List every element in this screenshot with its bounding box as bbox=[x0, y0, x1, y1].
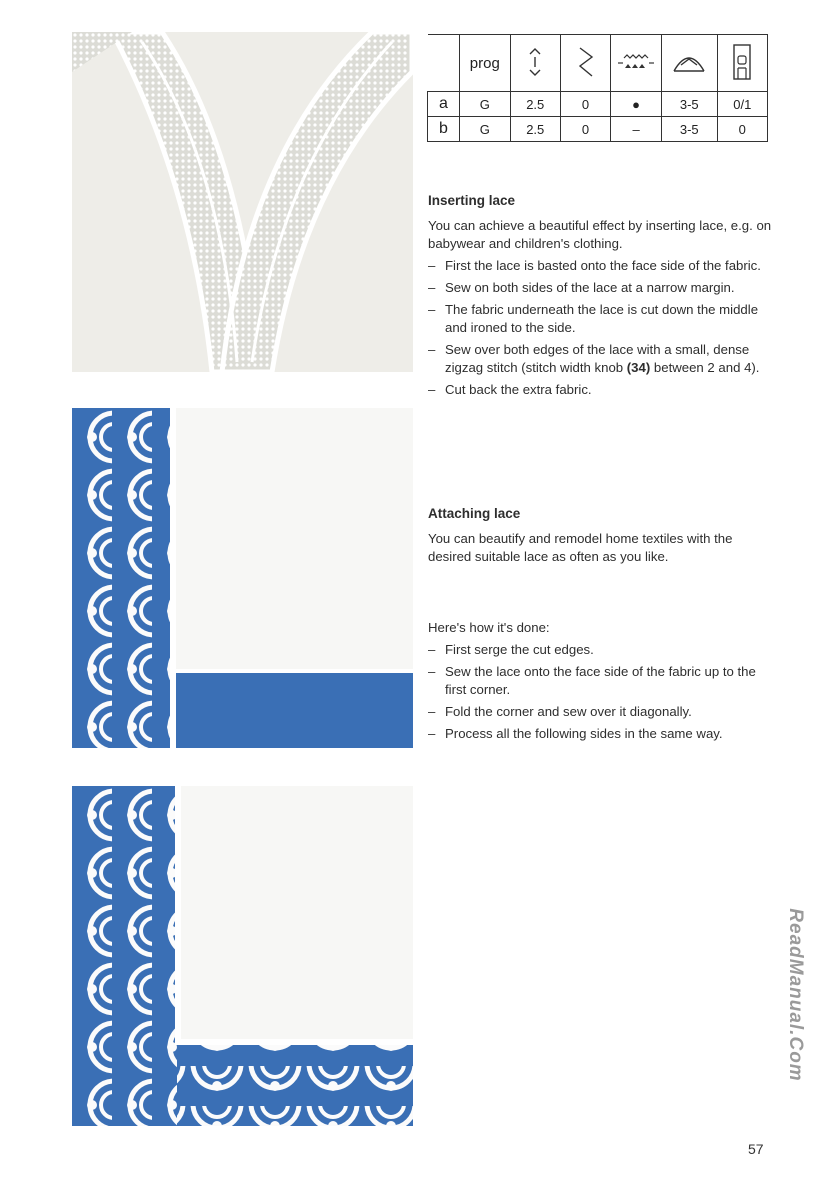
list-item bbox=[428, 381, 773, 399]
section-attaching-lace bbox=[428, 505, 773, 566]
bullet-text: Sew the lace onto the face side of the fabric up to the first corner. bbox=[445, 664, 756, 697]
header-foot-pressure-cell bbox=[661, 35, 717, 92]
bullet-dash: – bbox=[428, 642, 436, 657]
bullet-text-end: between 2 and 4). bbox=[650, 360, 760, 375]
howto-intro: Here's how it's done: bbox=[428, 620, 550, 635]
tension-icon bbox=[616, 50, 656, 74]
presser-foot-icon bbox=[731, 42, 753, 82]
bullet-text: First serge the cut edges. bbox=[445, 642, 594, 657]
lace-insertion-image bbox=[72, 32, 413, 372]
bullet-dash: – bbox=[428, 280, 436, 295]
prog-value: G bbox=[460, 117, 511, 142]
prog-label: prog bbox=[469, 54, 500, 72]
bullet-dash: – bbox=[428, 342, 436, 357]
watermark bbox=[784, 870, 806, 1120]
inserting-intro: You can achieve a beautiful effect by inserting lace, e.g. on babywear and children's clothing. bbox=[428, 218, 772, 251]
bullet-dash: – bbox=[428, 704, 436, 719]
header-blank-cell bbox=[428, 35, 460, 92]
stitch-length-value: 2.5 bbox=[510, 92, 560, 117]
section-how-to bbox=[428, 619, 773, 747]
row-label: a bbox=[428, 92, 460, 117]
list-item bbox=[428, 663, 773, 699]
list-item bbox=[428, 301, 773, 337]
bullet-text: Sew over both edges of the lace with a small, dense zigzag stitch (stitch width knob bbox=[445, 342, 750, 375]
foot-pressure-value: 3-5 bbox=[661, 117, 717, 142]
list-item bbox=[428, 341, 773, 377]
row-label: b bbox=[428, 117, 460, 142]
header-presser-foot-cell bbox=[717, 35, 767, 92]
bullet-dash: – bbox=[428, 258, 436, 273]
settings-row-b bbox=[428, 117, 768, 142]
stitch-length-icon bbox=[527, 46, 543, 78]
stitch-width-value: 0 bbox=[560, 117, 610, 142]
zigzag-width-icon bbox=[577, 45, 595, 79]
presser-foot-value: 0 bbox=[717, 117, 767, 142]
bullet-text: Fold the corner and sew over it diagonally. bbox=[445, 704, 692, 719]
list-item bbox=[428, 257, 773, 275]
howto-steps bbox=[428, 641, 773, 743]
header-prog-cell bbox=[460, 35, 511, 92]
heading-inserting-lace: Inserting lace bbox=[428, 193, 516, 208]
stitch-width-value: 0 bbox=[560, 92, 610, 117]
knob-reference: (34) bbox=[626, 360, 651, 375]
presser-foot-value: 0/1 bbox=[717, 92, 767, 117]
bullet-text: Cut back the extra fabric. bbox=[445, 382, 592, 397]
photo-lace-corner-1 bbox=[72, 408, 413, 748]
lace-border-image bbox=[72, 786, 413, 1126]
bullet-text: Process all the following sides in the same way. bbox=[445, 726, 723, 741]
section-inserting-lace bbox=[428, 192, 773, 403]
tension-value: – bbox=[611, 117, 662, 142]
heading-attaching-lace: Attaching lace bbox=[428, 506, 521, 521]
page-number: 57 bbox=[748, 1141, 764, 1157]
bullet-text: First the lace is basted onto the face side of the fabric. bbox=[445, 258, 761, 273]
settings-row-a bbox=[428, 92, 768, 117]
bullet-text: Sew on both sides of the lace at a narrow margin. bbox=[445, 280, 735, 295]
bullet-text: The fabric underneath the lace is cut down the middle and ironed to the side. bbox=[445, 302, 759, 335]
photo-lace-insertion bbox=[72, 32, 413, 372]
tension-value: ● bbox=[611, 92, 662, 117]
header-zigzag-width-cell bbox=[560, 35, 610, 92]
stitch-length-value: 2.5 bbox=[510, 117, 560, 142]
list-item bbox=[428, 703, 773, 721]
bullet-dash: – bbox=[428, 726, 436, 741]
prog-value: G bbox=[460, 92, 511, 117]
settings-table bbox=[427, 34, 768, 142]
presser-foot-pressure-icon bbox=[671, 49, 707, 75]
list-item bbox=[428, 641, 773, 659]
header-tension-cell bbox=[611, 35, 662, 92]
foot-pressure-value: 3-5 bbox=[661, 92, 717, 117]
photo-lace-corner-2 bbox=[72, 786, 413, 1126]
lace-edge-image bbox=[72, 408, 413, 748]
inserting-steps bbox=[428, 257, 773, 399]
watermark-text: ReadManual.Com bbox=[785, 908, 806, 1082]
bullet-dash: – bbox=[428, 382, 436, 397]
settings-header-row bbox=[428, 35, 768, 92]
list-item bbox=[428, 725, 773, 743]
bullet-dash: – bbox=[428, 664, 436, 679]
bullet-dash: – bbox=[428, 302, 436, 317]
list-item bbox=[428, 279, 773, 297]
attaching-intro: You can beautify and remodel home textiles with the desired suitable lace as often as you like. bbox=[428, 531, 733, 564]
header-stitch-length-cell bbox=[510, 35, 560, 92]
